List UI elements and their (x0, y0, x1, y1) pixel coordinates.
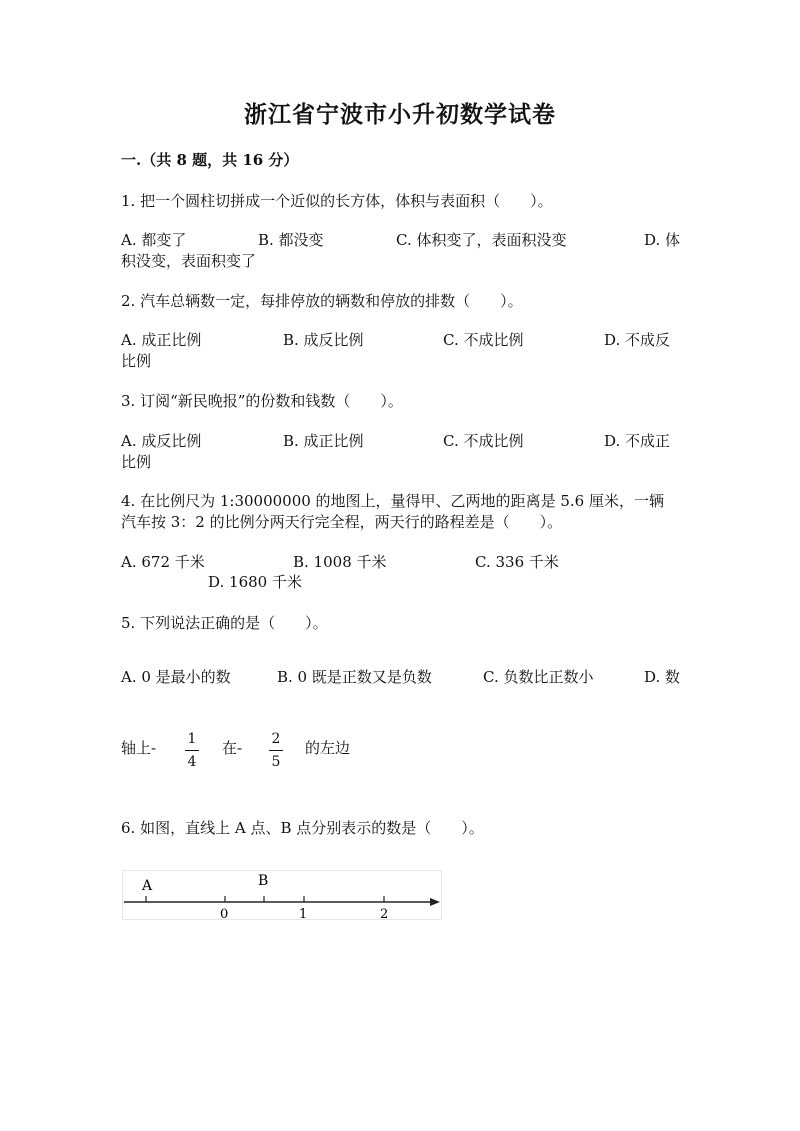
question-1-option-d: D. 体 (644, 231, 681, 249)
question-1-option-b: B. 都没变 (258, 231, 324, 249)
question-5-option-d-prefix: 轴上- (121, 739, 157, 757)
question-3-option-b: B. 成正比例 (283, 432, 364, 450)
fraction-numerator: 2 (271, 731, 281, 747)
point-a-label: A (142, 878, 153, 894)
fraction-numerator: 1 (187, 731, 197, 747)
question-5-stem: 5. 下列说法正确的是（ ）。 (121, 614, 328, 632)
fraction-denominator: 4 (187, 754, 197, 770)
question-2-option-c: C. 不成比例 (443, 331, 524, 349)
fraction-denominator: 5 (271, 754, 281, 770)
question-4-option-d: D. 1680 千米 (208, 573, 302, 591)
fraction-two-fifths (269, 731, 283, 770)
question-5-option-d-middle: 在- (222, 739, 243, 757)
question-1-option-a: A. 都变了 (121, 231, 187, 249)
question-2-option-a: A. 成正比例 (121, 331, 202, 349)
question-1-option-c: C. 体积变了，表面积没变 (396, 231, 567, 249)
tick-label-0: 0 (220, 907, 229, 920)
question-5-option-b: B. 0 既是正数又是负数 (277, 668, 432, 686)
tick-label-1: 1 (299, 907, 308, 920)
fraction-one-quarter (185, 731, 199, 770)
question-3-option-d-continued: 比例 (121, 453, 152, 471)
question-1-stem: 1. 把一个圆柱切拼成一个近似的长方体，体积与表面积（ ）。 (121, 192, 553, 210)
question-4-option-c: C. 336 千米 (475, 553, 559, 571)
figure-frame (123, 871, 442, 920)
question-4-stem-continued: 汽车按 3：2 的比例分两天行完全程，两天行的路程差是（ ）。 (121, 513, 563, 531)
question-2-option-b: B. 成反比例 (283, 331, 364, 349)
point-b-label: B (258, 873, 269, 889)
fraction-bar (185, 750, 199, 751)
question-5-option-d-suffix: 的左边 (305, 739, 351, 757)
number-line-figure (122, 870, 442, 920)
question-6-stem: 6. 如图，直线上 A 点、B 点分别表示的数是（ ）。 (121, 819, 484, 837)
page-title: 浙江省宁波市小升初数学试卷 (244, 101, 556, 128)
question-3-option-d: D. 不成正 (604, 432, 671, 450)
arrow-right-icon (430, 898, 440, 906)
question-1-option-d-continued: 积没变，表面积变了 (121, 252, 257, 270)
question-4-option-b: B. 1008 千米 (293, 553, 387, 571)
question-5-option-c: C. 负数比正数小 (483, 668, 594, 686)
fraction-bar (269, 750, 283, 751)
question-3-stem: 3. 订阅“新民晚报”的份数和钱数（ ）。 (121, 392, 403, 410)
tick-label-2: 2 (380, 907, 389, 920)
question-5-option-a: A. 0 是最小的数 (121, 668, 231, 686)
question-3-option-a: A. 成反比例 (121, 432, 202, 450)
question-2-option-d-continued: 比例 (121, 352, 152, 370)
question-4-option-a: A. 672 千米 (121, 553, 205, 571)
question-2-stem: 2. 汽车总辆数一定，每排停放的辆数和停放的排数（ ）。 (121, 292, 523, 310)
question-4-stem: 4. 在比例尺为 1:30000000 的地图上，量得甲、乙两地的距离是 5.6 厘米，一辆 (121, 492, 664, 510)
question-3-option-c: C. 不成比例 (443, 432, 524, 450)
question-5-option-d: D. 数 (644, 668, 681, 686)
section-heading: 一.（共 8 题，共 16 分） (121, 151, 299, 169)
question-2-option-d: D. 不成反 (604, 331, 671, 349)
